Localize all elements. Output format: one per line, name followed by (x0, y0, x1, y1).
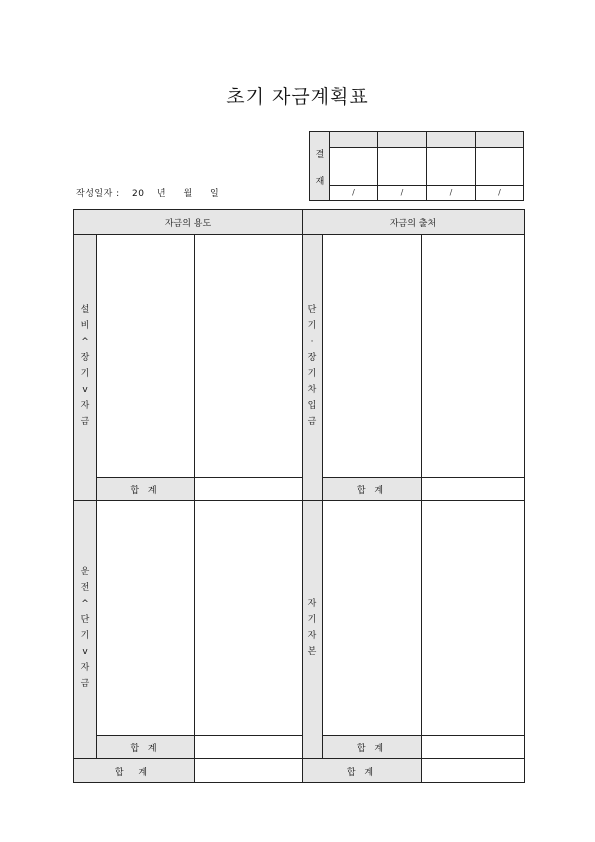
category-label-char: 장 (307, 353, 317, 363)
category-label-char: 기 (307, 615, 317, 625)
grid-line (421, 234, 422, 782)
category-label-char: 장 (80, 353, 90, 363)
category-label-char: ^ (81, 599, 89, 609)
fund-plan-table (73, 209, 525, 783)
date-day-unit: 일 (210, 189, 220, 199)
category-label-char: 단 (80, 615, 90, 625)
category-label-char: 금 (307, 417, 317, 427)
approval-label-bottom: 재 (315, 177, 325, 187)
date-month-unit: 월 (183, 189, 193, 199)
category-label-facility-longterm (74, 302, 96, 430)
category-label-char: 전 (80, 583, 90, 593)
approval-date-cell: / (330, 185, 377, 200)
grid-line (96, 477, 302, 478)
category-label-equity (302, 596, 322, 660)
category-label-char: ^ (81, 337, 89, 347)
approval-title-cell (476, 132, 523, 148)
page-title: 초기 자금계획표 (226, 86, 369, 108)
grand-total-label: 합 계 (346, 768, 377, 778)
category-label-char: 자 (307, 599, 317, 609)
approval-column (427, 132, 476, 200)
grid-line (322, 477, 524, 478)
approval-title-cell (378, 132, 426, 148)
category-label-char: 운 (80, 567, 90, 577)
category-label-char: v (82, 647, 88, 657)
approval-column (330, 132, 378, 200)
category-label-char: 기 (80, 631, 90, 641)
category-label-char: 기 (80, 369, 90, 379)
category-label-loans (302, 302, 322, 430)
category-label-char: 단 (307, 305, 317, 315)
subtotal-label: 합 계 (130, 744, 160, 754)
date-year-prefix: 20 (132, 189, 145, 199)
grid-line (322, 234, 323, 758)
approval-label-top: 결 (315, 150, 325, 160)
approval-title-cell (427, 132, 475, 148)
category-label-char: 본 (307, 647, 317, 657)
category-label-char: v (82, 385, 88, 395)
approval-date-cell: / (378, 185, 426, 200)
grand-total-label: 합 계 (114, 768, 154, 778)
grid-line (74, 234, 524, 235)
grid-line (74, 500, 524, 501)
header-fund-source: 자금의 출처 (389, 219, 437, 229)
category-label-char: 금 (80, 679, 90, 689)
date-year-unit: 년 (156, 189, 167, 199)
category-label-operating-shortterm (74, 564, 96, 692)
category-label-char: 입 (307, 401, 317, 411)
date-label: 작성일자 : (76, 189, 120, 199)
approval-date-cell: / (476, 185, 523, 200)
category-label-char: 비 (80, 321, 90, 331)
category-label-char: 기 (307, 369, 317, 379)
grid-line (322, 735, 524, 736)
category-label-char: 자 (80, 663, 90, 673)
category-label-char: 자 (307, 631, 317, 641)
category-label-char: · (310, 337, 314, 347)
grid-line (74, 758, 524, 759)
category-label-char: 설 (80, 305, 90, 315)
header-fund-usage: 자금의 용도 (164, 219, 212, 229)
date-line (76, 186, 228, 199)
approval-box (309, 131, 524, 201)
approval-title-cell (330, 132, 377, 148)
category-label-char: 자 (80, 401, 90, 411)
category-label-char: 차 (307, 385, 317, 395)
category-label-char: 금 (80, 417, 90, 427)
grid-line (194, 234, 195, 782)
grid-line (96, 234, 97, 758)
subtotal-label: 합 계 (130, 486, 160, 496)
category-label-char: 기 (307, 321, 317, 331)
approval-column (476, 132, 523, 200)
subtotal-label: 합 계 (356, 486, 387, 496)
grid-line (302, 210, 303, 782)
approval-label (310, 132, 330, 200)
approval-column (378, 132, 427, 200)
grid-line (96, 735, 302, 736)
approval-date-cell: / (427, 185, 475, 200)
subtotal-label: 합 계 (356, 744, 387, 754)
